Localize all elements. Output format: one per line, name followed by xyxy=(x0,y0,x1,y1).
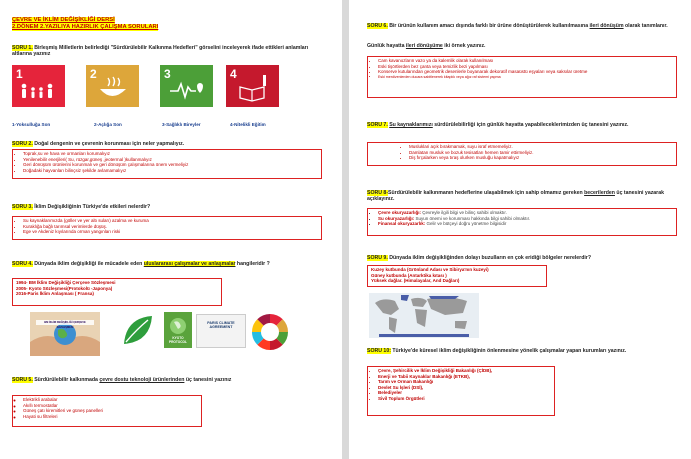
answer-box-6 xyxy=(367,56,677,98)
question-9 xyxy=(367,255,682,261)
leaf-icon xyxy=(118,312,158,348)
answer-4-item: 2005- Kyoto Sözleşmesi(Protokolü -Japonya) xyxy=(16,285,113,291)
left-page xyxy=(0,0,342,459)
question-8-text-after: üç tanesini yazarak açıklayınız. xyxy=(367,190,664,203)
question-5-text-after: üç tanesini yazınız xyxy=(184,377,232,383)
sdg-goal-2-number: 2 xyxy=(90,67,97,81)
sdg-wheel-image xyxy=(250,312,290,352)
question-6-text-before: Bir ürünün kullanım amacı dışında farklı bir ürüne dönüştürülerek kullanılmasına xyxy=(387,23,590,29)
answer-7-item: • Musluklari açık bırakmamak, suyu israf etmemeliyiz. xyxy=(409,144,673,150)
answer-box-9 xyxy=(367,265,547,287)
question-7-text-after: sürdürülebilirliği için günlük hayatta yapabileceklerimizden üç tanesini yazınız. xyxy=(432,122,629,128)
answer-box-4 xyxy=(12,278,222,306)
sdg-answer-3: 3-Sağlıklı Bireyler xyxy=(162,122,201,127)
question-7-label: SORU 7. xyxy=(367,122,388,128)
question-9-text: Dünyada iklim değişikliğinden dolayı buzulların en çok eridiği bölgeler nerelerdir? xyxy=(387,255,591,261)
question-6-subtext-highlight: ileri dönüşüme xyxy=(405,43,443,49)
answer-5-item: ◦ Elektrikli arabalar xyxy=(23,397,198,403)
question-10-text: Türkiye'de küresel iklim değişikliğinin önlenmesine yönelik çalışmalar yapan kurumları yazınız. xyxy=(390,348,627,354)
question-5 xyxy=(12,377,322,383)
question-2-text: Doğal dengenin ve çevrenin korunması için neler yapmalıyız. xyxy=(32,141,185,147)
sdg-answer-1: 1-Yoksulluğa Son xyxy=(12,122,51,127)
right-page xyxy=(349,0,691,459)
paris-image-caption: PARIS CLIMATE AGREEMENT xyxy=(207,321,235,330)
answer-8-term: Su okuryazarlığı: xyxy=(378,215,415,221)
answer-2-item: • Toprak,su ve hava ve ormanları korumalıyız xyxy=(23,151,318,157)
question-4-text-before: Dünyada iklim değişikliği ile mücadele eden xyxy=(32,261,144,267)
bowl-icon xyxy=(86,65,139,107)
answer-2-item: • Doğadaki hayvanları bilinçsiz şekilde avlamamalıyız xyxy=(23,168,318,174)
answer-3-item: • Su kaynaklarımızda (göller ve yer altı suları) azalma ve kuruma xyxy=(23,218,318,224)
title-line-1: ÇEVRE VE İKLİM DEĞİŞİKLİĞİ DERSİ xyxy=(12,17,115,23)
answer-7-item: • Diş fırçalarken veya tıraş olurken musluğu kapatmalıyız xyxy=(409,155,673,161)
unfccc-image-caption: BM İKLİM DEĞİŞİKLİĞİ ÇERÇEVE SÖZLEŞMESİ xyxy=(44,321,86,329)
answer-8-desc: Gelir ve bütçeyi doğru yönetme bilgisidir xyxy=(425,221,507,227)
question-9-label: SORU 9. xyxy=(367,255,388,261)
question-7-text-highlight: Su kaynaklarımızı xyxy=(389,122,433,128)
answer-8-desc: Suyun önemi ve korunması hakkında bilgi sahibi olmaktır. xyxy=(414,215,531,221)
question-6-text-highlight: ileri dönüşüm xyxy=(589,23,624,29)
question-3-label: SORU 3. xyxy=(12,204,33,210)
answer-6-item: • Eski merdivenlerden ducara sabitlenerek kitaplık veya ağız raf sistemi yapma xyxy=(378,75,673,81)
question-1 xyxy=(12,45,312,58)
question-6-text-after: olarak tanımlanır. xyxy=(623,23,668,29)
question-10 xyxy=(367,348,677,354)
question-8 xyxy=(367,190,677,203)
question-7 xyxy=(367,122,677,128)
question-5-text-before: Sürdürülebilir kalkınmada xyxy=(32,377,100,383)
leaf-logo-image xyxy=(118,312,158,348)
unfccc-hands-image xyxy=(30,312,100,356)
question-3 xyxy=(12,204,322,210)
sdg-wheel-icon xyxy=(250,312,290,352)
sdg-goal-1-number: 1 xyxy=(16,67,23,81)
answer-box-8 xyxy=(367,208,677,236)
answer-10-item: • Sivil Toplum Örgütleri xyxy=(378,396,551,402)
answer-10-item: • Belediyeler xyxy=(378,390,551,396)
question-1-label: SORU 1. xyxy=(12,45,33,51)
answer-8-item xyxy=(378,221,673,227)
answer-5-item: ◦ Akıllı termostatlar xyxy=(23,403,198,409)
answer-6-item: • Konserve kutularından geometrik desenlerle boyanarak dekoratif masaüstü eşyaları veya saksılar üretme xyxy=(378,69,673,75)
question-5-text-highlight: çevre dostu teknoloji ürünlerinden xyxy=(99,377,185,383)
paris-agreement-image xyxy=(196,314,246,348)
question-3-text: İklim Değişikliğinin Türkiye'de etkileri nelerdir? xyxy=(32,204,151,210)
answer-5-item: ◦ Güneş çatı kiremitleri ve güneş panelleri xyxy=(23,408,198,414)
answer-box-2 xyxy=(12,149,322,179)
world-map-icon xyxy=(369,293,479,338)
heartbeat-icon xyxy=(160,65,213,107)
sdg-answer-2: 2-Açlığa Son xyxy=(94,122,122,127)
answer-3-item: • Kuraklığa bağlı tarımsal verimlerde düşüş. xyxy=(23,224,318,230)
sdg-goal-2-tile xyxy=(86,65,139,107)
question-10-label: SORU 10: xyxy=(367,348,391,354)
sdg-goal-4-number: 4 xyxy=(230,67,237,81)
sdg-goal-3-tile xyxy=(160,65,213,107)
question-4-text-after: hangileridir ? xyxy=(235,261,270,267)
answer-8-desc: Çevreyle ilgili bilgi ve bilinç sahibi olmaktır. xyxy=(421,210,507,215)
question-6-subtext xyxy=(367,43,677,49)
answer-9-item: Yüksek dağlar. (Himalayalar, And Dağları) xyxy=(371,278,460,284)
book-pencil-icon xyxy=(226,65,279,107)
page-gutter xyxy=(342,0,349,459)
answer-6-item: • Cam kavanozların vazo ya da kalemlik olarak kullanılması xyxy=(378,58,673,64)
answer-10-item: • Devlet Su İşleri (DSİ), xyxy=(378,385,551,391)
question-8-text-before: Sürdürülebilir kalkınmanın hedeflerine ulaşabilmek için sahip olmamız gereken xyxy=(388,190,585,196)
glacier-world-map xyxy=(369,293,479,338)
answer-box-7 xyxy=(367,142,677,166)
answer-3-item: • Ege ve Akdeniz kıyılarında orman yangınları riski xyxy=(23,229,318,235)
answer-10-item: • Enerji ve Tabii Kaynaklar Bakanlığı (ETKB), xyxy=(378,374,551,380)
kyoto-protocol-image xyxy=(164,312,192,348)
answer-2-item: • Geri dönüşüm ürünlerini korunmalı ve geri dönüşüm çalışmalarına önem vermeliyiz xyxy=(23,162,318,168)
kyoto-image-caption: KYOTO PROTOCOL xyxy=(168,336,187,344)
answer-box-3 xyxy=(12,216,322,240)
question-8-text-highlight: becerilerden xyxy=(584,190,615,196)
question-2-label: SORU 2. xyxy=(12,141,33,147)
hands-globe-icon xyxy=(30,312,100,356)
title-line-2: 2.DÖNEM 2.YAZILIYA HAZIRLIK ÇALIŞMA SORULARI xyxy=(12,24,159,30)
answer-8-term: Finansal okuryazarlık: xyxy=(378,221,426,227)
answer-6-item: • Eski tişörtlerden bez çanta veya temizlik bezi yapılması xyxy=(378,64,673,70)
family-icon xyxy=(12,65,65,107)
document-title xyxy=(12,17,158,31)
answer-9-item: Kuzey kutbunda (Grönland Adası ve Sibirya'nın kuzeyi) xyxy=(371,267,489,272)
answer-10-item: • Çevre, Şehircilik ve İklim Değişikliği Bakanlığı (ÇİDB), xyxy=(378,368,551,374)
answer-4-item: 1994- BM İklim Değişikliği Çerçeve Sözleşmesi xyxy=(16,280,116,285)
question-1-text: Birleşmiş Milletlerin belirlediği "Sürdürülebilir Kalkınma Hedefleri" görselini incelеyerek ifade ettikleri anlamları altlarına yazınız xyxy=(12,45,309,58)
answer-5-item: ◦ Hayati su filtreleri xyxy=(23,414,198,420)
question-6-label: SORU 6. xyxy=(367,23,388,29)
sdg-goal-1-tile xyxy=(12,65,65,107)
question-4 xyxy=(12,261,322,267)
answer-7-item: • Damlatan musluk ve bozuk tesisatları hemen tamir ettirmeliyiz. xyxy=(409,150,673,156)
question-2 xyxy=(12,141,322,147)
question-6-subtext-after: iki örnek yazınız. xyxy=(442,43,486,49)
answer-2-item: • Yenilenebilir enerjileri( Su, rüzgar,güneş ,jeotermal )kullanmalıyız xyxy=(23,157,318,163)
question-6-subtext-before: Günlük hayatta xyxy=(367,43,406,49)
answer-box-10 xyxy=(367,366,555,416)
sdg-goal-3-number: 3 xyxy=(164,67,171,81)
answer-4-item: 2016-Paris İklim Anlaşması ( Fransa) xyxy=(16,291,94,297)
answer-10-item: • Tarım ve Orman Bakanlığı xyxy=(378,379,551,385)
answer-box-5 xyxy=(12,395,202,427)
question-4-label: SORU 4. xyxy=(12,261,33,267)
question-6 xyxy=(367,23,677,29)
sdg-answer-4: 4-Nitelikli Eğitim xyxy=(230,122,266,127)
sdg-goal-4-tile xyxy=(226,65,279,107)
question-8-label: SORU 8- xyxy=(367,190,389,196)
answer-8-term: Çevre okuryazarlığı: xyxy=(378,210,422,215)
question-5-label: SORU 5. xyxy=(12,377,33,383)
answer-9-item: Güney kutbunda (Antarktika kıtası ) xyxy=(371,272,447,278)
question-4-text-highlight: uluslararası çalışmalar ve anlaşmalar xyxy=(143,261,236,267)
